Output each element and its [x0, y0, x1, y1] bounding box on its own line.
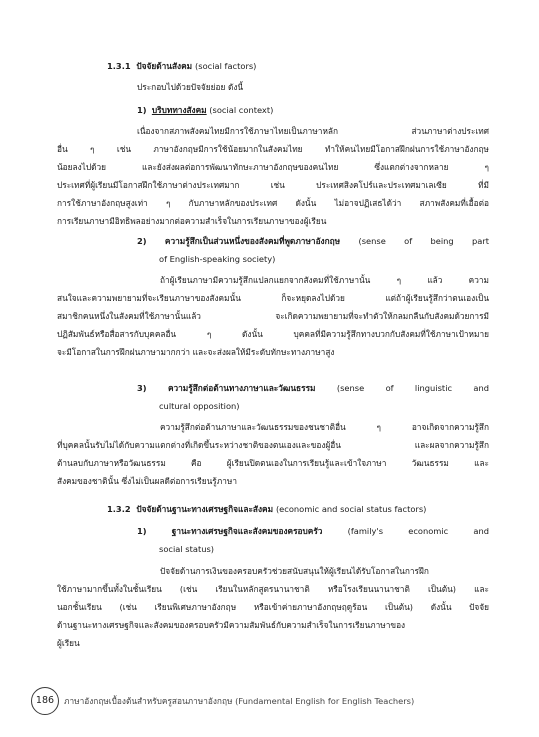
- item-title-en: (sense of linguistic and: [336, 383, 489, 393]
- section-title-en: (social factors): [195, 61, 257, 71]
- item-number: 1): [137, 526, 147, 536]
- paragraph-line: สมาชิกคนหนึ่งในสังคมที่ใช้ภาษานั้นแล้ว จะเกิดความพยายามที่จะทำตัวให้กลมกลืนกับสังคมด้วยการมี: [57, 311, 489, 321]
- item-heading-social-context: [137, 103, 273, 117]
- paragraph-line: น้อยลงไปด้วย และยังส่งผลต่อการพัฒนาทักษะภาษาอังกฤษของคนไทย ซึ่งแตกต่างจากหลาย ๆ: [57, 162, 489, 172]
- item-title-en-cont: of English-speaking society): [159, 254, 276, 264]
- paragraph-line: สังคมของชาตินั้น ซึ่งไม่เป็นผลดีต่อการเรียนรู้ภาษา: [57, 476, 237, 486]
- paragraph-line: ปฏิสัมพันธ์หรือสื่อสารกับบุคคลอื่น ๆ ดังนั้น บุคคลที่มีความรู้สึกทางบวกกับสังคมที่ใช้ภาษาเป้าหมาย: [57, 329, 489, 339]
- section-title: ปัจจัยด้านฐานะทางเศรษฐกิจและสังคม: [136, 504, 274, 514]
- section-number: 1.3.1: [107, 61, 131, 71]
- paragraph-line: ที่บุคคลนั้นรับไม่ได้กับความแตกต่างที่เกิดขึ้นระหว่างชาติของตนเองและของผู้อื่น และผลจากความรู้สึก: [57, 440, 489, 450]
- paragraph-line: ต้านลบกับภาษาหรือวัฒนธรรม คือ ผู้เรียนปิดตนเองในการเรียนรู้และเข้าใจภาษา วัฒนธรรม และ: [57, 458, 489, 468]
- item-title-en: (sense of being part: [358, 236, 489, 246]
- paragraph-line: ด้านฐานะทางเศรษฐกิจและสังคมของครอบครัวมีความสัมพันธ์กับความสำเร็จในการเรียนภาษาของ: [57, 620, 406, 630]
- item-heading-family-status: [137, 522, 489, 558]
- paragraph-line: ใช้ภาษามากขึ้นทั้งในชั้นเรียน (เช่น เรียนในหลักสูตรนานาชาติ หรือโรงเรียนนานาชาติ เป็นต้น) และ: [57, 584, 489, 594]
- item-heading-opposition: [137, 379, 489, 415]
- item-number: 2): [137, 236, 147, 246]
- paragraph-line: นอกชั้นเรียน (เช่น เรียนพิเศษภาษาอังกฤษ หรือเข้าค่ายภาษาอังกฤษฤดูร้อน เป็นต้น) ดังนั้น ปัจจัย: [57, 602, 489, 612]
- section-title-en: (economic and social status factors): [275, 504, 427, 514]
- item-title-en-cont: social status): [159, 544, 215, 554]
- item-title: ฐานะทางเศรษฐกิจและสังคมของครอบครัว: [171, 526, 323, 536]
- item-title-en-cont: cultural opposition): [159, 401, 240, 411]
- paragraph-line: ผู้เรียน: [57, 638, 80, 648]
- running-footer: ภาษาอังกฤษเบื้องต้นสำหรับครูสอนภาษาอังกฤษ (Fundamental English for English Teachers): [64, 696, 415, 706]
- item-title: บริบททางสังคม: [151, 105, 207, 115]
- section-title: ปัจจัยด้านสังคม: [136, 61, 193, 71]
- item-number: 1): [137, 105, 147, 115]
- paragraph-line: อื่น ๆ เช่น ภาษาอังกฤษมีการใช้น้อยมากในสังคมไทย ทำให้คนไทยมีโอกาสฝึกฝนการใช้ภาษาอังกฤษ: [57, 144, 489, 154]
- paragraph-line: ถ้าผู้เรียนภาษามีความรู้สึกแปลกแยกจากสังคมที่ใช้ภาษานั้น ๆ แล้ว ความ: [160, 275, 489, 285]
- paragraph-line: ประเทศที่ผู้เรียนมีโอกาสฝึกใช้ภาษาต่างประเทศมาก เช่น ประเทศสิงคโปร์และประเทศมาเลเซีย ที่มี: [57, 180, 489, 190]
- paragraph-opposition: [57, 418, 489, 490]
- item-number: 3): [137, 383, 147, 393]
- intro-text: ประกอบไปด้วยปัจจัยย่อย ดังนี้: [137, 82, 244, 92]
- item-title: ความรู้สึกต่อต้านทางภาษาและวัฒนธรรม: [167, 383, 316, 393]
- paragraph-line: สนใจและความพยายามที่จะเรียนภาษาของสังคมนั้น ก็จะหยุดลงไปด้วย แต่ถ้าผู้เรียนรู้สึกว่าตนเองเป็น: [57, 293, 489, 303]
- paragraph-line: ความรู้สึกต่อต้านภาษาและวัฒนธรรมของชนชาติอื่น ๆ อาจเกิดจากความรู้สึก: [160, 422, 489, 432]
- paragraph-line: จะมีโอกาสในการฝึกฝนภาษามากกว่า และจะส่งผลให้มีระดับทักษะทางภาษาสูง: [57, 347, 335, 357]
- section-heading-1-3-2: [107, 502, 426, 516]
- section-heading-1-3-1: [107, 59, 256, 73]
- page-number: 186: [35, 695, 55, 706]
- paragraph-sense-of-belonging: [57, 271, 489, 361]
- item-title-en: (social context): [209, 105, 274, 115]
- paragraph-social-context: [57, 122, 489, 230]
- paragraph-family-status: [57, 562, 489, 652]
- item-title: ความรู้สึกเป็นส่วนหนึ่งของสังคมที่พูดภาษาอังกฤษ: [164, 236, 341, 246]
- paragraph-line: ปัจจัยด้านการเงินของครอบครัวช่วยสนับสนุนให้ผู้เรียนได้รับโอกาสในการฝึก: [160, 566, 429, 576]
- paragraph-line: การเรียนภาษามีอิทธิพลอย่างมากต่อความสำเร็จในการเรียนภาษาของผู้เรียน: [57, 216, 327, 226]
- paragraph-line: การใช้ภาษาอังกฤษสูงเท่า ๆ กับภาษาหลักของประเทศ ดังนั้น ไม่อาจปฏิเสธได้ว่า สภาพสังคมที่เอื้อต่อ: [57, 198, 489, 208]
- item-heading-sense-of-belonging: [137, 232, 489, 268]
- section-number: 1.3.2: [107, 504, 131, 514]
- item-title-en: (family's economic and: [347, 526, 489, 536]
- paragraph-line: เนื่องจากสภาพสังคมไทยมีการใช้ภาษาไทยเป็นภาษาหลัก ส่วนภาษาต่างประเทศ: [137, 126, 489, 136]
